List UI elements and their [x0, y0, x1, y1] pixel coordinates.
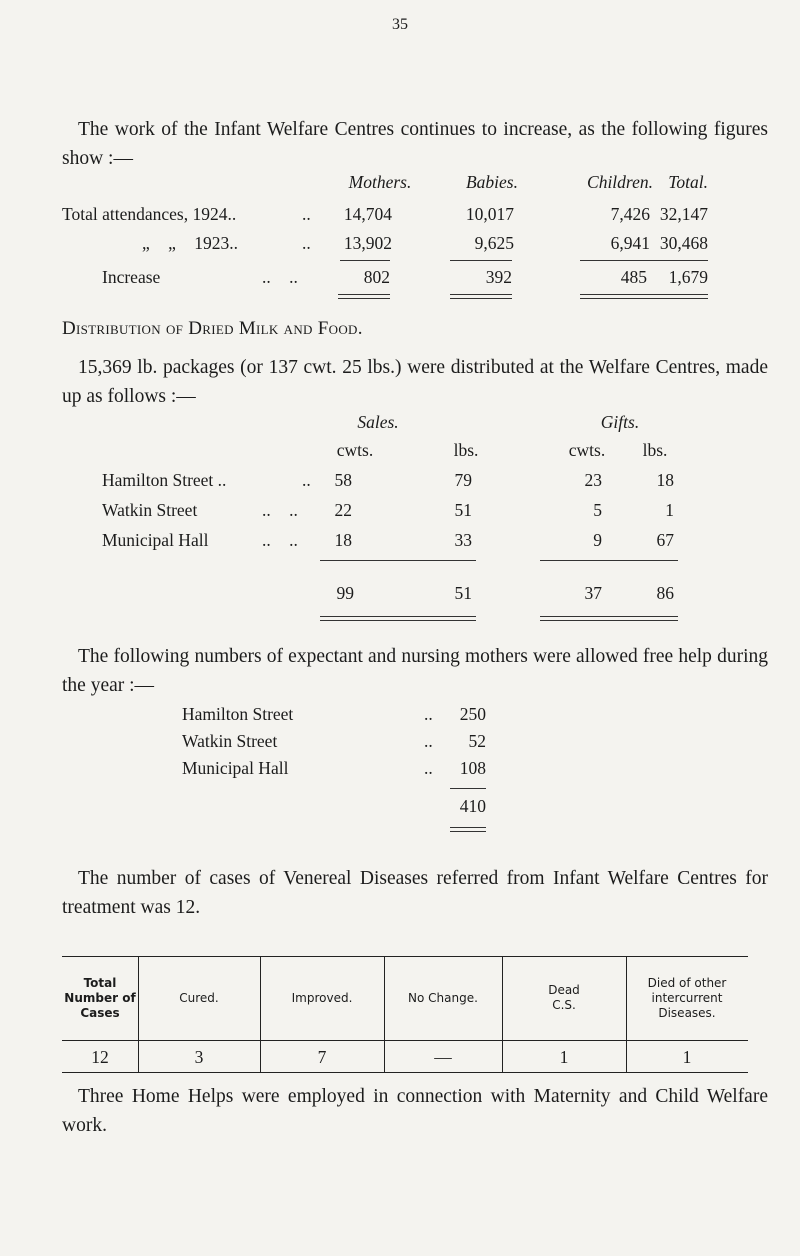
double-rule — [540, 616, 678, 621]
header-line: Died of other — [647, 975, 727, 990]
increase-mothers: 802 — [363, 267, 390, 287]
row-1924-label: Total attendances, 1924.. — [62, 204, 237, 224]
double-rule — [450, 827, 486, 832]
nursing-watkin-value: 52 — [468, 731, 486, 751]
row-1923-dots: .. — [302, 233, 311, 253]
nursing-hamilton-label: Hamilton Street — [182, 704, 294, 724]
value-cured: 3 — [194, 1046, 204, 1067]
row-municipal-label: Municipal Hall — [102, 530, 209, 550]
sum-rule — [450, 260, 512, 261]
unit-sales-cwts: cwts. — [336, 440, 374, 460]
increase-total: 1,679 — [668, 267, 708, 287]
row-municipal-sales-cwts: 18 — [334, 530, 352, 550]
sum-rule — [340, 260, 390, 261]
row-1923-total: 30,468 — [659, 233, 708, 253]
header-children: Children. — [587, 172, 653, 192]
nursing-hamilton-dots: .. — [424, 704, 433, 724]
section-heading: Distribution of Dried Milk and Food. — [62, 318, 363, 339]
header-gifts: Gifts. — [600, 412, 640, 432]
value-improved: 7 — [317, 1046, 327, 1067]
row-watkin-dots: .. .. — [262, 500, 298, 520]
row-municipal-sales-lbs: 33 — [454, 530, 472, 550]
closing-paragraph — [62, 1082, 768, 1140]
total-gifts-lbs: 86 — [656, 583, 674, 603]
header-line: intercurrent — [651, 990, 723, 1005]
header-no-change — [384, 956, 502, 1040]
header-mothers: Mothers. — [348, 172, 412, 192]
value-no-change: — — [434, 1046, 452, 1067]
header-dead-cs — [502, 956, 626, 1040]
total-gifts-cwts: 37 — [584, 583, 602, 603]
sum-rule — [320, 560, 476, 561]
nursing-paragraph — [62, 642, 768, 700]
intro-paragraph — [62, 115, 768, 173]
increase-dots: .. .. — [262, 267, 298, 287]
row-1924-mothers: 14,704 — [343, 204, 392, 224]
row-1923-children: 6,941 — [610, 233, 650, 253]
header-line: Improved. — [291, 990, 353, 1005]
row-watkin-sales-lbs: 51 — [454, 500, 472, 520]
row-hamilton-gifts-lbs: 18 — [656, 470, 674, 490]
sum-rule — [540, 560, 678, 561]
nursing-total: 410 — [459, 796, 486, 816]
header-babies: Babies. — [465, 172, 518, 192]
sum-rule — [450, 788, 486, 789]
row-hamilton-sales-lbs: 79 — [454, 470, 472, 490]
row-watkin-gifts-cwts: 5 — [593, 500, 602, 520]
header-line: Cases — [80, 1005, 120, 1020]
value-dead-cs: 1 — [559, 1046, 569, 1067]
increase-label: Increase — [102, 267, 161, 287]
closing-text: Three Home Helps were employed in connection with Maternity and Child Welfare work. — [62, 1086, 768, 1136]
row-municipal-gifts-cwts: 9 — [593, 530, 602, 550]
increase-children: 485 — [620, 267, 647, 287]
header-line: Cured. — [179, 990, 219, 1005]
sum-rule — [636, 260, 708, 261]
row-watkin-sales-cwts: 22 — [334, 500, 352, 520]
nursing-municipal-label: Municipal Hall — [182, 758, 289, 778]
row-watkin-gifts-lbs: 1 — [665, 500, 674, 520]
row-1923-label: „ „ 1923.. — [142, 233, 239, 253]
row-hamilton-dots: .. — [302, 470, 311, 490]
header-line: No Change. — [408, 990, 478, 1005]
header-improved — [260, 956, 384, 1040]
dried-milk-paragraph — [62, 353, 768, 411]
row-municipal-dots: .. .. — [262, 530, 298, 550]
row-1923-mothers: 13,902 — [343, 233, 392, 253]
unit-gifts-cwts: cwts. — [568, 440, 606, 460]
total-sales-cwts: 99 — [336, 583, 354, 603]
header-total: Total. — [668, 172, 708, 192]
venereal-text: The number of cases of Venereal Diseases referred from Infant Welfare Centres for treatment was 12. — [62, 868, 768, 918]
nursing-intro: The following numbers of expectant and nursing mothers were allowed free help during the year :— — [62, 646, 768, 696]
table-header-divider — [62, 1040, 748, 1041]
row-municipal-gifts-lbs: 67 — [656, 530, 674, 550]
total-sales-lbs: 51 — [454, 583, 472, 603]
row-hamilton-label: Hamilton Street .. — [102, 470, 227, 490]
header-cured — [138, 956, 260, 1040]
header-total-cases — [62, 956, 138, 1040]
page-number: 35 — [392, 16, 408, 33]
dried-milk-intro: 15,369 lb. packages (or 137 cwt. 25 lbs.) were distributed at the Welfare Centres, made up as follows :— — [62, 357, 768, 407]
value-died-other: 1 — [682, 1046, 692, 1067]
header-line: Number of — [64, 990, 136, 1005]
header-line: Diseases. — [658, 1005, 716, 1020]
header-line: Dead — [548, 983, 580, 997]
double-rule — [338, 294, 390, 299]
row-1924-total: 32,147 — [659, 204, 708, 224]
double-rule — [320, 616, 476, 621]
nursing-municipal-dots: .. — [424, 758, 433, 778]
table-border-bottom — [62, 1072, 748, 1073]
header-sales: Sales. — [357, 412, 399, 432]
nursing-watkin-dots: .. — [424, 731, 433, 751]
venereal-paragraph — [62, 864, 768, 922]
nursing-hamilton-value: 250 — [459, 704, 486, 724]
header-line: C.S. — [552, 998, 576, 1012]
row-hamilton-gifts-cwts: 23 — [584, 470, 602, 490]
double-rule — [450, 294, 512, 299]
value-total-cases: 12 — [91, 1046, 109, 1067]
header-line: Total — [83, 975, 117, 990]
row-1924-dots: .. — [302, 204, 311, 224]
nursing-watkin-label: Watkin Street — [182, 731, 278, 751]
header-died-other — [626, 956, 748, 1040]
row-watkin-label: Watkin Street — [102, 500, 198, 520]
venereal-table — [62, 956, 748, 1072]
row-1924-children: 7,426 — [610, 204, 650, 224]
intro-text: The work of the Infant Welfare Centres continues to increase, as the following figures show :— — [62, 119, 768, 169]
nursing-municipal-value: 108 — [459, 758, 486, 778]
double-rule — [636, 294, 708, 299]
row-1923-babies: 9,625 — [474, 233, 514, 253]
row-1924-babies: 10,017 — [465, 204, 514, 224]
unit-gifts-lbs: lbs. — [642, 440, 668, 460]
row-hamilton-sales-cwts: 58 — [334, 470, 352, 490]
increase-babies: 392 — [485, 267, 512, 287]
unit-sales-lbs: lbs. — [453, 440, 479, 460]
